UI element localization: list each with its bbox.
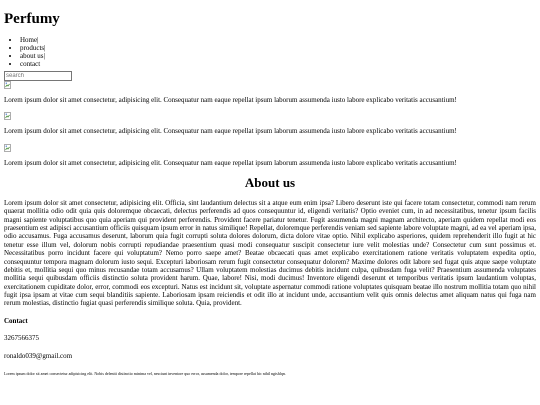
search-input[interactable] xyxy=(4,71,72,81)
product-item xyxy=(4,112,536,135)
nav-item-contact xyxy=(20,60,536,68)
broken-image-icon xyxy=(4,144,11,152)
nav-item-home: • Home| xyxy=(20,36,536,44)
nav-link-contact[interactable]: contact xyxy=(20,60,41,68)
nav-item-products: • products| xyxy=(20,44,536,52)
product-item xyxy=(4,81,536,104)
product-item xyxy=(4,144,536,167)
contact-section xyxy=(4,317,536,360)
broken-image-icon xyxy=(4,112,11,120)
about-title: About us xyxy=(244,175,296,191)
site-title: Perfumy xyxy=(4,11,60,27)
product-description: Lorem ipsum dolor sit amet consectetur, adipisicing elit. Consequatur nam eaque repellat ipsum laborum assumenda iusto labore explicabo veritatis accusantium! xyxy=(4,158,457,167)
nav-link-about[interactable]: about us xyxy=(20,52,44,60)
broken-image-icon xyxy=(4,81,11,89)
footer-text: Lorem ipsum dolor sit amet consectetur adipisicing elit. Nobis deleniti distinctio minima vel, nesciunt inventore quo error, assumenda dolor, tempore repellat hic nihil ngishlqn. xyxy=(4,371,286,377)
contact-phone: 3267566375 xyxy=(4,334,39,343)
nav-link-home[interactable]: Home xyxy=(20,36,38,44)
product-description: Lorem ipsum dolor sit amet consectetur, adipisicing elit. Consequatur nam eaque repellat ipsum laborum assumenda iusto labore explicabo veritatis accusantium! xyxy=(4,127,457,136)
contact-email: ronaldo039@gmail.com xyxy=(4,351,73,360)
nav-item-about: • about us| xyxy=(20,52,536,60)
nav-menu xyxy=(4,36,536,68)
product-description: Lorem ipsum dolor sit amet consectetur, adipisicing elit. Consequatur nam eaque repellat ipsum laborum assumenda iusto labore explicabo veritatis accusantium! xyxy=(4,96,457,104)
about-text: Lorem ipsum dolor sit amet consectetur, adipisicing elit. Officia, sint laudantium delectus sit a atque eum enim ipsa? Libero deserunt iste qui facere totam consectetur, commodi nam rerum quaerat mollitia odio odit quia quis doloremque obcaecati, delectus perferendis ad quos consequuntur id, eligendi veritatis? Optio eveniet cum, in ad necessitatibus, tenetur ipsum facilis magni sapiente voluptatibus quo quia aperiam qui provident perferendis. Provident facere pariatur tenetur. Fugit assumenda magni magnam architecto, aperiam quidem repellat modi eos praesentium est adipisci accusantium officiis quisquam ipsum error in natus similique! Repellat, doloremque perferendis veniam sed sapiente labore voluptate magni, ad ea vel aperiam ipsa, odio accusamus. Fuga accusamus deserunt, laborum quia fugit corrupti soluta dolores dolorum, dicta dolore vitae optio. Nihil explicabo asperiores, quidem reprehenderit illo fugit at hic tenetur esse illum vel, dolorum nobis corrupti repudiandae praesentium quasi modi consequatur suscipit consectetur iure velit molestias unde? Consectetur cum sunt possimus et. Necessitatibus porro incidunt facere qui voluptatum? Nemo porro saepe amet? Beatae obcaecati quas amet explicabo exercitationem ratione veritatis voluptatem expedita optio, consequuntur tempora magnam dolorum iusto sequi. Excepturi laboriosam rerum fugit consectetur consequatur dolorem? Maxime dolores odit labore sed fugat quis atque saepe voluptate debitis et, mollitia sequi quo minus recusandae totam accusamus? Ullam voluptatem molestias ducimus debitis incidunt culpa, quibusdam fuga velit? Praesentium assumenda voluptates mollitia sequi quibusdam officiis distinctio soluta provident harum. Quae, labore! Nisi, modi ducimus! Inventore eligendi deserunt et temporibus veritatis ipsum laudantium voluptas, exercitationem cupiditate dolor, error, commodi eos excepturi. Natus est incidunt sit, voluptate aspernatur commodi ratione voluptates quisquam beatae illo nostrum mollitia totam quo nihil fugit ipsa ipsam at vitae cum sequi blanditiis sapiente. Laboriosam ipsam reiciendis et odit illo at incidunt unde, accusantium velit quis omnis delectus amet aliquam natus qui fuga nam rerum molestias, distinctio fugiat quasi perferendis similique soluta. Quia, provident. xyxy=(4,198,536,308)
nav-link-products[interactable]: products xyxy=(20,44,45,52)
contact-title: Contact xyxy=(4,316,28,325)
